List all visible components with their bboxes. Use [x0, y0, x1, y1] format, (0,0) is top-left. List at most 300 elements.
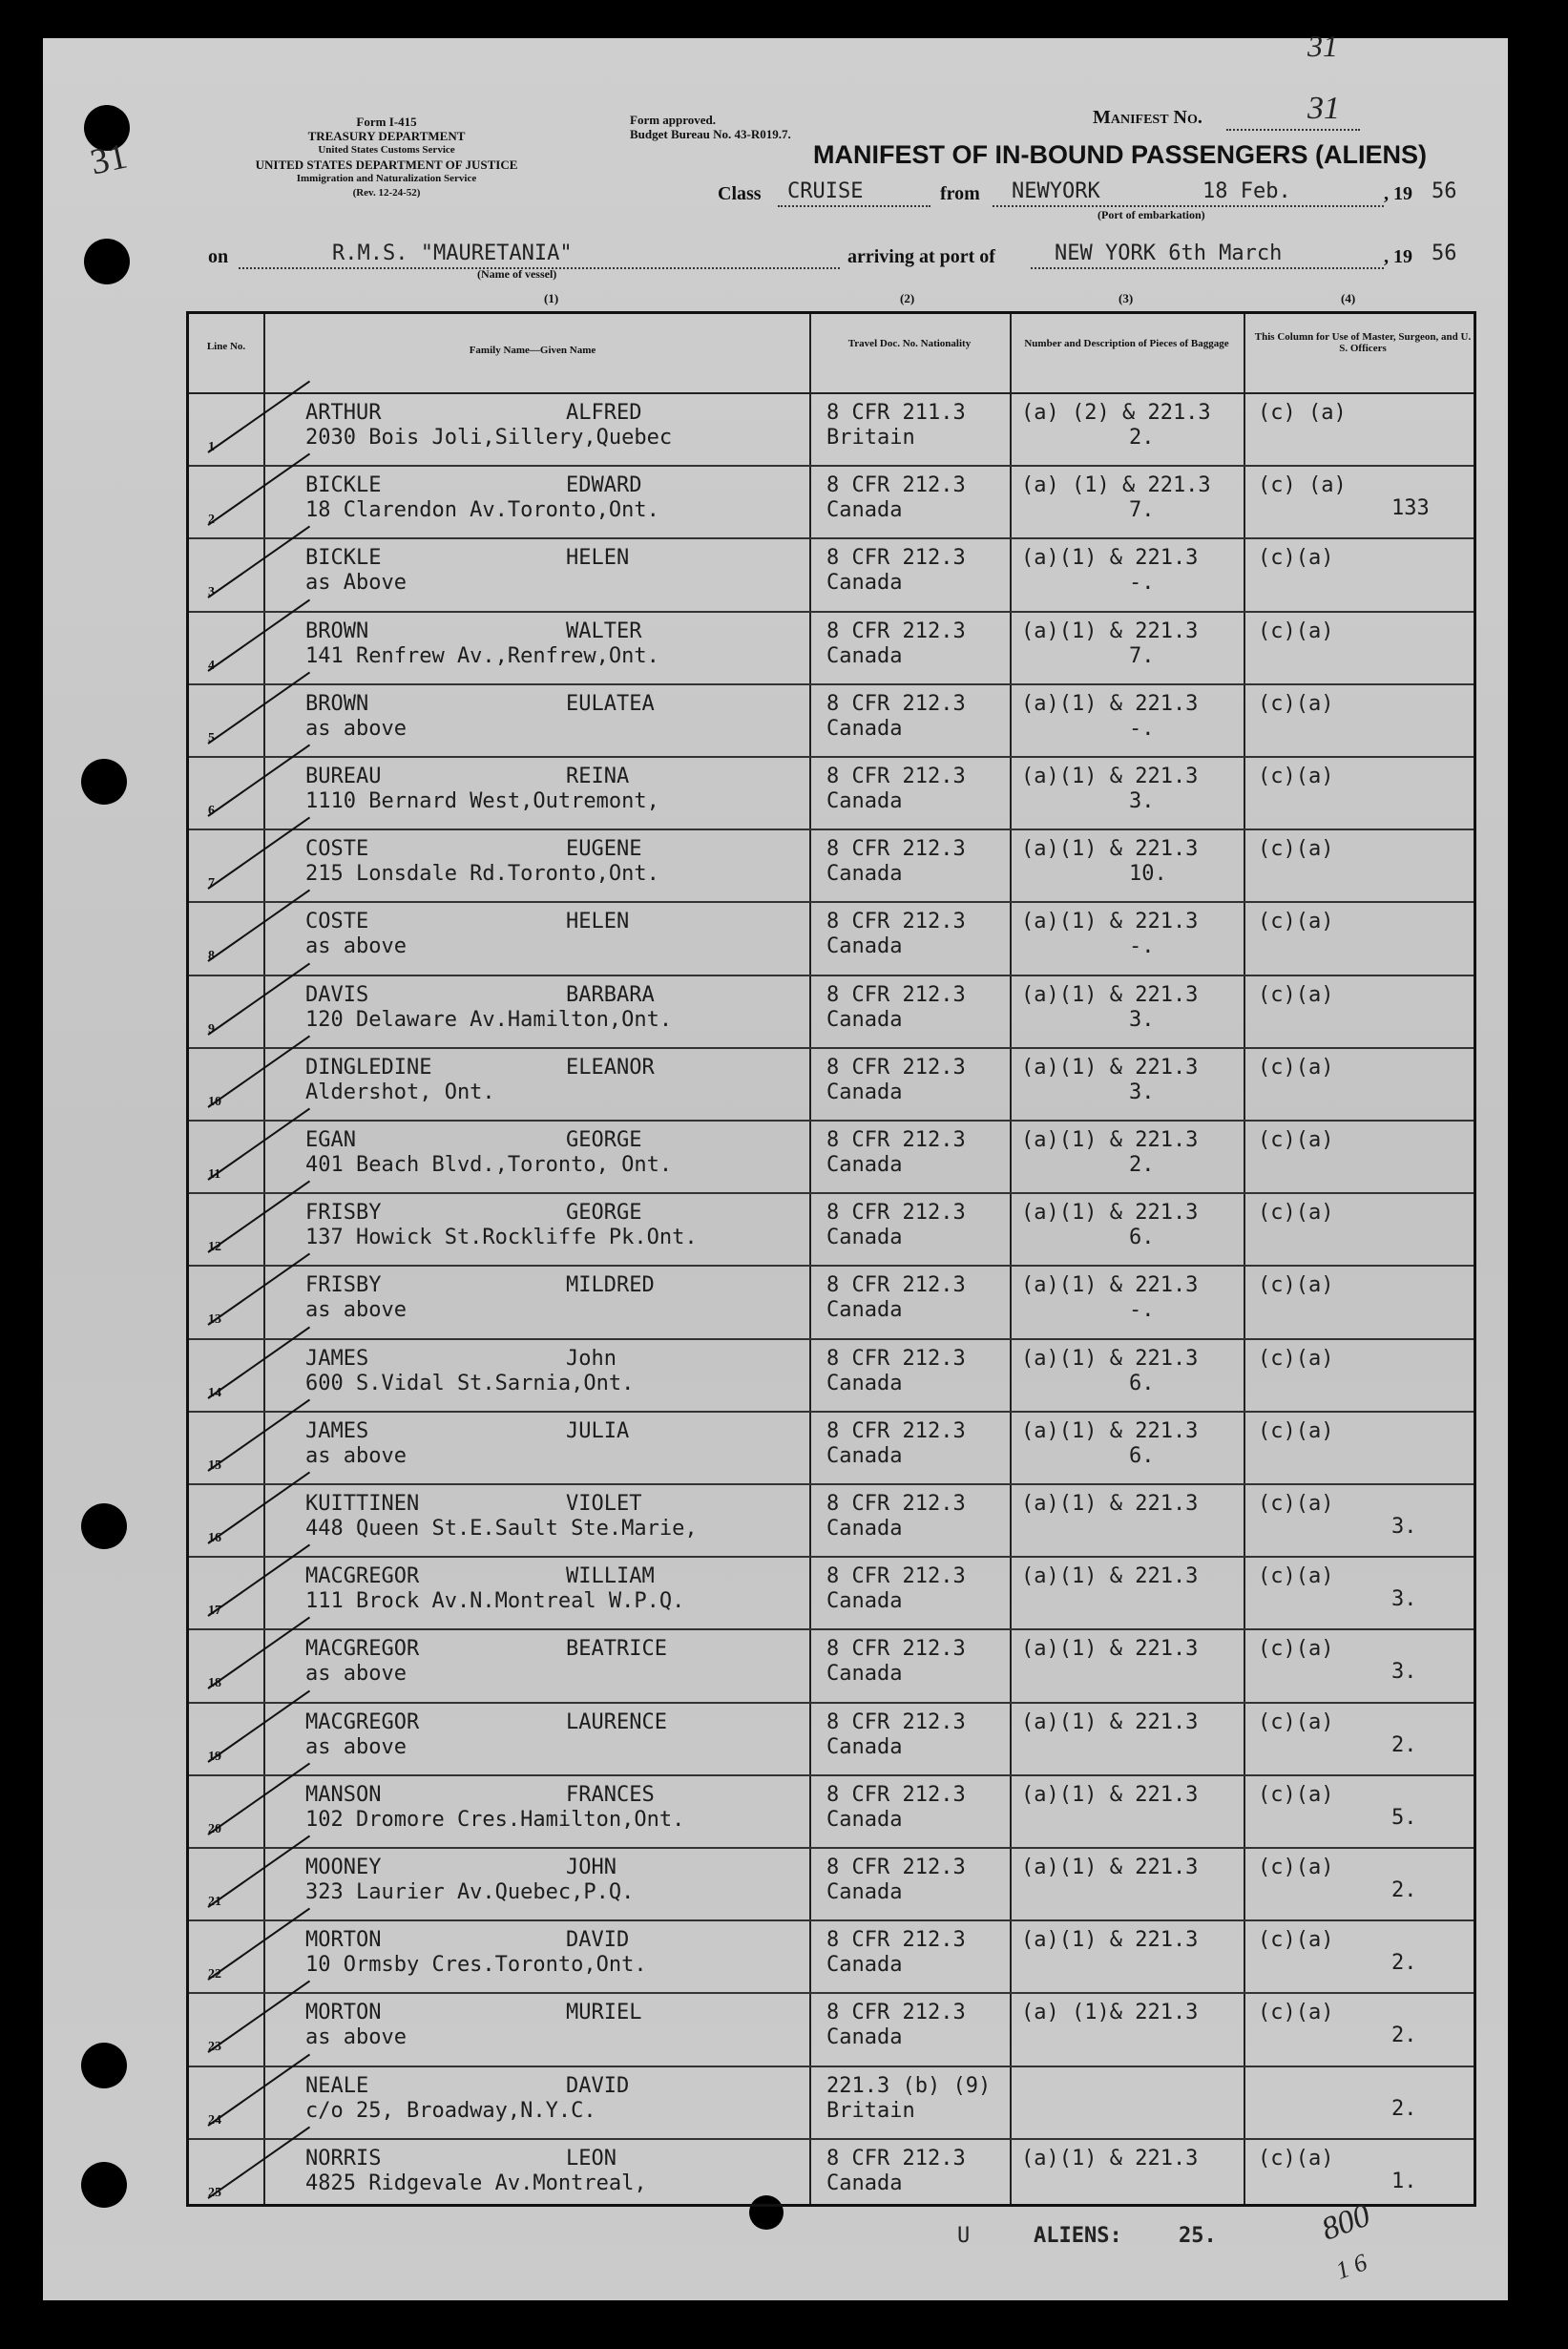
- family-name: NEALE: [305, 2073, 369, 2098]
- nationality: Canada: [826, 1953, 903, 1978]
- table-row: [189, 465, 1474, 539]
- officer-code: (c)(a): [1258, 691, 1334, 716]
- nationality: Canada: [826, 571, 903, 596]
- baggage-count: 7.: [1129, 643, 1155, 668]
- check-mark: [207, 1689, 310, 1762]
- line-number: 22: [208, 1967, 221, 1982]
- header-baggage: Number and Description of Pieces of Baggage: [1024, 338, 1229, 349]
- travel-doc: 8 CFR 212.3: [826, 1709, 966, 1734]
- baggage-code: (a)(1) & 221.3: [1021, 1418, 1199, 1443]
- table-row: [189, 537, 1474, 612]
- punch-hole: [84, 239, 130, 284]
- address: 137 Howick St.Rockliffe Pk.Ont.: [305, 1226, 698, 1250]
- travel-doc: 8 CFR 212.3: [826, 910, 966, 934]
- check-mark: [207, 890, 310, 962]
- baggage-code: (a) (1) & 221.3: [1021, 473, 1211, 498]
- address: Aldershot, Ont.: [305, 1080, 495, 1104]
- baggage-count: -.: [1129, 1298, 1155, 1323]
- baggage-code: (a) (1)& 221.3: [1021, 2001, 1199, 2025]
- nationality: Canada: [826, 789, 903, 813]
- on-label: on: [208, 246, 229, 267]
- from-label: from: [940, 183, 980, 204]
- class-line: [778, 205, 930, 207]
- address: 323 Laurier Av.Quebec,P.Q.: [305, 1880, 635, 1904]
- arriving-line: [1031, 267, 1384, 269]
- officer-note: 133: [1391, 496, 1430, 521]
- check-mark: [207, 817, 310, 890]
- punch-hole: [81, 1503, 127, 1549]
- nationality: Canada: [826, 2025, 903, 2050]
- table-row: [189, 1483, 1474, 1558]
- family-name: JAMES: [305, 1418, 369, 1443]
- baggage-count: 2.: [1129, 1153, 1155, 1177]
- address: 1110 Bernard West,Outremont,: [305, 789, 659, 813]
- baggage-code: (a)(1) & 221.3: [1021, 1928, 1199, 1953]
- vessel-name: R.M.S. "MAURETANIA": [332, 241, 573, 265]
- given-name: HELEN: [566, 546, 630, 571]
- table-row: [189, 975, 1474, 1049]
- given-name: REINA: [566, 765, 630, 788]
- given-name: JOHN: [566, 1856, 617, 1879]
- family-name: DAVIS: [305, 982, 369, 1007]
- check-mark: [207, 1472, 310, 1544]
- given-name: VIOLET: [566, 1492, 642, 1516]
- officer-code: (c)(a): [1258, 1055, 1334, 1080]
- embark-port: NEWYORK: [1012, 179, 1100, 203]
- manifest-number-line: [1226, 129, 1360, 131]
- line-number: 10: [208, 1094, 221, 1109]
- family-name: BROWN: [305, 619, 369, 643]
- port-of-embarkation-label: (Port of embarkation): [1098, 208, 1205, 221]
- address: 120 Delaware Av.Hamilton,Ont.: [305, 1007, 673, 1032]
- address: as above: [305, 1443, 407, 1468]
- table-row: [189, 1338, 1474, 1413]
- corner-mark: 31: [87, 136, 131, 183]
- nationality: Canada: [826, 1371, 903, 1395]
- officer-code: (c)(a): [1258, 2001, 1334, 2025]
- travel-doc: 8 CFR 212.3: [826, 691, 966, 716]
- line-number: 14: [208, 1385, 221, 1400]
- travel-doc: 8 CFR 212.3: [826, 1856, 966, 1879]
- officer-note: 1.: [1391, 2169, 1417, 2193]
- officer-code: (c)(a): [1258, 1709, 1334, 1734]
- travel-doc: 8 CFR 212.3: [826, 2001, 966, 2025]
- table-row: [189, 1265, 1474, 1339]
- given-name: MURIEL: [566, 2001, 642, 2025]
- given-name: DAVID: [566, 1928, 630, 1953]
- col-number-3: (3): [1119, 291, 1134, 305]
- travel-doc: 8 CFR 212.3: [826, 546, 966, 571]
- nationality: Britain: [826, 2098, 915, 2123]
- check-mark: [207, 598, 310, 671]
- address: 10 Ormsby Cres.Toronto,Ont.: [305, 1953, 647, 1978]
- manifest-number: 31: [1307, 91, 1340, 126]
- check-mark: [207, 1035, 310, 1107]
- officer-code: (c)(a): [1258, 546, 1334, 571]
- table-row: [189, 1192, 1474, 1267]
- customs-service: United States Customs Service: [318, 144, 455, 156]
- given-name: JULIA: [566, 1418, 630, 1443]
- officer-code: (c)(a): [1258, 1856, 1334, 1879]
- officer-code: (c) (a): [1258, 473, 1347, 498]
- address: as above: [305, 2025, 407, 2050]
- officer-code: (c)(a): [1258, 1346, 1334, 1371]
- family-name: BICKLE: [305, 546, 382, 571]
- line-number: 3: [208, 585, 215, 600]
- family-name: FRISBY: [305, 1201, 382, 1226]
- officer-code: (c)(a): [1258, 1637, 1334, 1662]
- nationality: Canada: [826, 1080, 903, 1104]
- baggage-count: -.: [1129, 716, 1155, 741]
- line-number: 21: [208, 1895, 221, 1909]
- given-name: BARBARA: [566, 982, 655, 1007]
- travel-doc: 8 CFR 212.3: [826, 1564, 966, 1589]
- given-name: DAVID: [566, 2073, 630, 2098]
- given-name: John: [566, 1346, 617, 1371]
- baggage-code: (a)(1) & 221.3: [1021, 1492, 1199, 1516]
- table-row: [189, 1847, 1474, 1921]
- punch-hole: [81, 2162, 127, 2208]
- col-number-2: (2): [900, 291, 915, 305]
- approval-block: [630, 113, 791, 141]
- given-name: WILLIAM: [566, 1564, 655, 1589]
- address: as above: [305, 716, 407, 741]
- given-name: LAURENCE: [566, 1709, 667, 1734]
- baggage-code: (a)(1) & 221.3: [1021, 1856, 1199, 1879]
- line-number: 18: [208, 1676, 221, 1691]
- baggage-count: 6.: [1129, 1371, 1155, 1395]
- line-number: 19: [208, 1749, 221, 1764]
- baggage-code: (a)(1) & 221.3: [1021, 1346, 1199, 1371]
- line-number: 2: [208, 513, 215, 528]
- nationality: Canada: [826, 1007, 903, 1032]
- officer-code: (c)(a): [1258, 910, 1334, 934]
- line-number: 15: [208, 1458, 221, 1473]
- arrival-port-date: NEW YORK 6th March: [1055, 241, 1283, 265]
- check-mark: [207, 453, 310, 526]
- family-name: MACGREGOR: [305, 1564, 420, 1589]
- given-name: EDWARD: [566, 473, 642, 498]
- line-number: 13: [208, 1312, 221, 1328]
- baggage-code: (a)(1) & 221.3: [1021, 619, 1199, 643]
- address: 102 Dromore Cres.Hamilton,Ont.: [305, 1807, 685, 1832]
- officer-code: (c)(a): [1258, 619, 1334, 643]
- nationality: Canada: [826, 934, 903, 959]
- baggage-code: (a)(1) & 221.3: [1021, 1782, 1199, 1807]
- officer-code: (c)(a): [1258, 1492, 1334, 1516]
- table-row: [189, 1556, 1474, 1630]
- check-mark: [207, 1617, 310, 1689]
- table-row: [189, 683, 1474, 758]
- check-mark: [207, 381, 310, 453]
- embark-year: 56: [1432, 179, 1457, 203]
- officer-note: 5.: [1391, 1805, 1417, 1830]
- baggage-code: (a) (2) & 221.3: [1021, 401, 1211, 425]
- travel-doc: 8 CFR 212.3: [826, 619, 966, 643]
- table-row: [189, 1628, 1474, 1703]
- address: 448 Queen St.E.Sault Ste.Marie,: [305, 1517, 698, 1541]
- header-travel-doc: Travel Doc. No. Nationality: [847, 338, 972, 349]
- travel-doc: 8 CFR 212.3: [826, 1418, 966, 1443]
- line-number: 24: [208, 2112, 221, 2128]
- top-mark: 31: [1307, 29, 1338, 63]
- family-name: BROWN: [305, 691, 369, 716]
- travel-doc: 8 CFR 212.3: [826, 1928, 966, 1953]
- line-number: 9: [208, 1021, 215, 1037]
- given-name: GEORGE: [566, 1128, 642, 1152]
- family-name: BUREAU: [305, 765, 382, 788]
- line-number: 12: [208, 1240, 221, 1255]
- officer-note: 3.: [1391, 1587, 1417, 1612]
- baggage-code: (a)(1) & 221.3: [1021, 1128, 1199, 1152]
- line-number: 23: [208, 2040, 221, 2055]
- baggage-count: 10.: [1129, 862, 1167, 887]
- officer-code: (c)(a): [1258, 1273, 1334, 1298]
- family-name: MACGREGOR: [305, 1709, 420, 1734]
- check-mark: [207, 1326, 310, 1398]
- check-mark: [207, 1398, 310, 1471]
- col-number-4: (4): [1341, 291, 1356, 305]
- address: 18 Clarendon Av.Toronto,Ont.: [305, 498, 659, 523]
- treasury-department: TREASURY DEPARTMENT: [307, 129, 466, 143]
- line-number: 1: [208, 440, 215, 454]
- baggage-code: (a)(1) & 221.3: [1021, 691, 1199, 716]
- table-row: [189, 1702, 1474, 1776]
- officer-note: 2.: [1391, 1951, 1417, 1976]
- nationality: Canada: [826, 1807, 903, 1832]
- address: as above: [305, 934, 407, 959]
- family-name: NORRIS: [305, 2146, 382, 2171]
- check-mark: [207, 1762, 310, 1835]
- nationality: Canada: [826, 1443, 903, 1468]
- given-name: FRANCES: [566, 1782, 655, 1807]
- passenger-table: [186, 311, 1476, 2207]
- family-name: MANSON: [305, 1782, 382, 1807]
- officer-note: 2.: [1391, 2024, 1417, 2048]
- manifest-title: MANIFEST OF IN-BOUND PASSENGERS (ALIENS): [813, 140, 1428, 169]
- table-row: [189, 1120, 1474, 1194]
- nationality: Canada: [826, 1226, 903, 1250]
- family-name: KUITTINEN: [305, 1492, 420, 1516]
- aliens-label: ALIENS:: [1034, 2224, 1122, 2248]
- family-name: JAMES: [305, 1346, 369, 1371]
- officer-code: (c)(a): [1258, 1201, 1334, 1226]
- table-row: [189, 392, 1474, 467]
- travel-doc: 8 CFR 212.3: [826, 1201, 966, 1226]
- given-name: ELEANOR: [566, 1055, 655, 1080]
- travel-doc: 8 CFR 212.3: [826, 837, 966, 862]
- check-mark: [207, 1544, 310, 1617]
- nationality: Britain: [826, 426, 915, 450]
- given-name: MILDRED: [566, 1273, 655, 1298]
- check-mark: [207, 526, 310, 598]
- officer-code: (c)(a): [1258, 1564, 1334, 1589]
- line-number: 6: [208, 804, 215, 818]
- arrival-year: 56: [1432, 241, 1457, 265]
- nationality: Canada: [826, 1153, 903, 1177]
- from-line: [993, 205, 1384, 207]
- vessel-name-label: (Name of vessel): [477, 267, 557, 281]
- form-agency-block: [196, 115, 577, 200]
- nationality: Canada: [826, 1517, 903, 1541]
- address: 4825 Ridgevale Av.Montreal,: [305, 2171, 647, 2195]
- officer-code: (c)(a): [1258, 1418, 1334, 1443]
- revision-date: (Rev. 12-24-52): [352, 187, 421, 199]
- col-number-1: (1): [544, 291, 559, 305]
- baggage-count: 3.: [1129, 1080, 1155, 1104]
- travel-doc: 8 CFR 212.3: [826, 1492, 966, 1516]
- address: as above: [305, 1662, 407, 1687]
- justice-department: UNITED STATES DEPARTMENT OF JUSTICE: [255, 157, 518, 172]
- officer-note: 2.: [1391, 2096, 1417, 2121]
- line-number: 7: [208, 876, 215, 891]
- nationality: Canada: [826, 1880, 903, 1904]
- table-row: [189, 1411, 1474, 1485]
- given-name: HELEN: [566, 910, 630, 934]
- embark-date: 18 Feb.: [1202, 179, 1291, 203]
- officer-code: (c)(a): [1258, 1928, 1334, 1953]
- family-name: MACGREGOR: [305, 1637, 420, 1662]
- travel-doc: 8 CFR 212.3: [826, 1055, 966, 1080]
- baggage-code: (a)(1) & 221.3: [1021, 1709, 1199, 1734]
- family-name: EGAN: [305, 1128, 356, 1152]
- officer-code: (c)(a): [1258, 765, 1334, 788]
- baggage-count: 6.: [1129, 1443, 1155, 1468]
- baggage-count: 3.: [1129, 789, 1155, 813]
- nationality: Canada: [826, 1589, 903, 1614]
- address: 215 Lonsdale Rd.Toronto,Ont.: [305, 862, 659, 887]
- check-mark: [207, 962, 310, 1035]
- travel-doc: 8 CFR 212.3: [826, 1128, 966, 1152]
- line-number: 20: [208, 1821, 221, 1836]
- check-mark: [207, 671, 310, 744]
- punch-hole: [81, 2043, 127, 2088]
- nationality: Canada: [826, 498, 903, 523]
- travel-doc: 221.3 (b) (9): [826, 2073, 992, 2098]
- address: as above: [305, 1298, 407, 1323]
- footer-u: U: [957, 2224, 971, 2248]
- check-mark: [207, 1908, 310, 1981]
- header-line-no: Line No.: [206, 341, 246, 352]
- travel-doc: 8 CFR 212.3: [826, 765, 966, 788]
- baggage-code: (a)(1) & 221.3: [1021, 982, 1199, 1007]
- form-approved: Form approved.: [630, 113, 717, 127]
- officer-code: (c)(a): [1258, 1782, 1334, 1807]
- travel-doc: 8 CFR 212.3: [826, 982, 966, 1007]
- check-mark: [207, 1108, 310, 1181]
- table-row: [189, 1919, 1474, 1994]
- officer-note: 2.: [1391, 1732, 1417, 1757]
- baggage-count: -.: [1129, 571, 1155, 596]
- family-name: MORTON: [305, 2001, 382, 2025]
- embark-year-prefix: , 19: [1384, 183, 1412, 204]
- header-officers: This Column for Use of Master, Surgeon, and U. S. Officers: [1254, 331, 1472, 354]
- baggage-count: 2.: [1129, 426, 1155, 450]
- form-number: Form I-415: [356, 115, 417, 129]
- baggage-code: (a)(1) & 221.3: [1021, 1564, 1199, 1589]
- baggage-code: (a)(1) & 221.3: [1021, 546, 1199, 571]
- baggage-code: (a)(1) & 221.3: [1021, 2146, 1199, 2171]
- address: c/o 25, Broadway,N.Y.C.: [305, 2098, 596, 2123]
- baggage-code: (a)(1) & 221.3: [1021, 910, 1199, 934]
- table-row: [189, 611, 1474, 685]
- given-name: LEON: [566, 2146, 617, 2171]
- nationality: Canada: [826, 2171, 903, 2195]
- baggage-count: 7.: [1129, 498, 1155, 523]
- given-name: WALTER: [566, 619, 642, 643]
- handwritten-note-2: 1 6: [1331, 2248, 1371, 2285]
- table-row: [189, 901, 1474, 975]
- line-number: 16: [208, 1531, 221, 1545]
- nationality: Canada: [826, 862, 903, 887]
- arrival-year-prefix: , 19: [1384, 246, 1412, 267]
- check-mark: [207, 1181, 310, 1253]
- officer-note: 3.: [1391, 1515, 1417, 1539]
- address: 141 Renfrew Av.,Renfrew,Ont.: [305, 643, 659, 668]
- nationality: Canada: [826, 716, 903, 741]
- handwritten-note: 800: [1317, 2197, 1375, 2248]
- given-name: EULATEA: [566, 691, 655, 716]
- travel-doc: 8 CFR 212.3: [826, 1273, 966, 1298]
- baggage-code: (a)(1) & 221.3: [1021, 765, 1199, 788]
- address: 2030 Bois Joli,Sillery,Quebec: [305, 426, 673, 450]
- immigration-service: Immigration and Naturalization Service: [296, 173, 477, 184]
- baggage-code: (a)(1) & 221.3: [1021, 1637, 1199, 1662]
- given-name: GEORGE: [566, 1201, 642, 1226]
- nationality: Canada: [826, 643, 903, 668]
- officer-note: 3.: [1391, 1660, 1417, 1685]
- nationality: Canada: [826, 1298, 903, 1323]
- address: 401 Beach Blvd.,Toronto, Ont.: [305, 1153, 673, 1177]
- check-mark: [207, 2126, 310, 2198]
- class-label: Class: [718, 183, 762, 204]
- manifest-number-label: Manifest No.: [1093, 107, 1202, 128]
- address: 600 S.Vidal St.Sarnia,Ont.: [305, 1371, 635, 1395]
- baggage-code: (a)(1) & 221.3: [1021, 1055, 1199, 1080]
- table-row: [189, 2066, 1474, 2140]
- given-name: BEATRICE: [566, 1637, 667, 1662]
- family-name: DINGLEDINE: [305, 1055, 432, 1080]
- table-row: [189, 1047, 1474, 1122]
- baggage-code: (a)(1) & 221.3: [1021, 837, 1199, 862]
- nationality: Canada: [826, 1662, 903, 1687]
- family-name: MOONEY: [305, 1856, 382, 1879]
- line-number: 11: [208, 1167, 221, 1182]
- check-mark: [207, 1253, 310, 1326]
- arriving-label: arriving at port of: [847, 246, 995, 267]
- officer-code: (c) (a): [1258, 401, 1347, 425]
- address: as above: [305, 1734, 407, 1759]
- table-row: [189, 2138, 1474, 2213]
- travel-doc: 8 CFR 211.3: [826, 401, 966, 425]
- line-number: 17: [208, 1604, 221, 1619]
- line-number: 4: [208, 658, 215, 673]
- travel-doc: 8 CFR 212.3: [826, 2146, 966, 2171]
- family-name: COSTE: [305, 837, 369, 862]
- officer-code: (c)(a): [1258, 837, 1334, 862]
- table-row: [189, 1774, 1474, 1849]
- line-number: 5: [208, 730, 215, 745]
- officer-code: (c)(a): [1258, 1128, 1334, 1152]
- table-row: [189, 828, 1474, 903]
- check-mark: [207, 745, 310, 817]
- given-name: ALFRED: [566, 401, 642, 425]
- line-number: 8: [208, 949, 215, 964]
- punch-hole: [81, 759, 127, 805]
- header-family-name: Family Name—Given Name: [469, 345, 596, 356]
- check-mark: [207, 2053, 310, 2126]
- baggage-code: (a)(1) & 221.3: [1021, 1273, 1199, 1298]
